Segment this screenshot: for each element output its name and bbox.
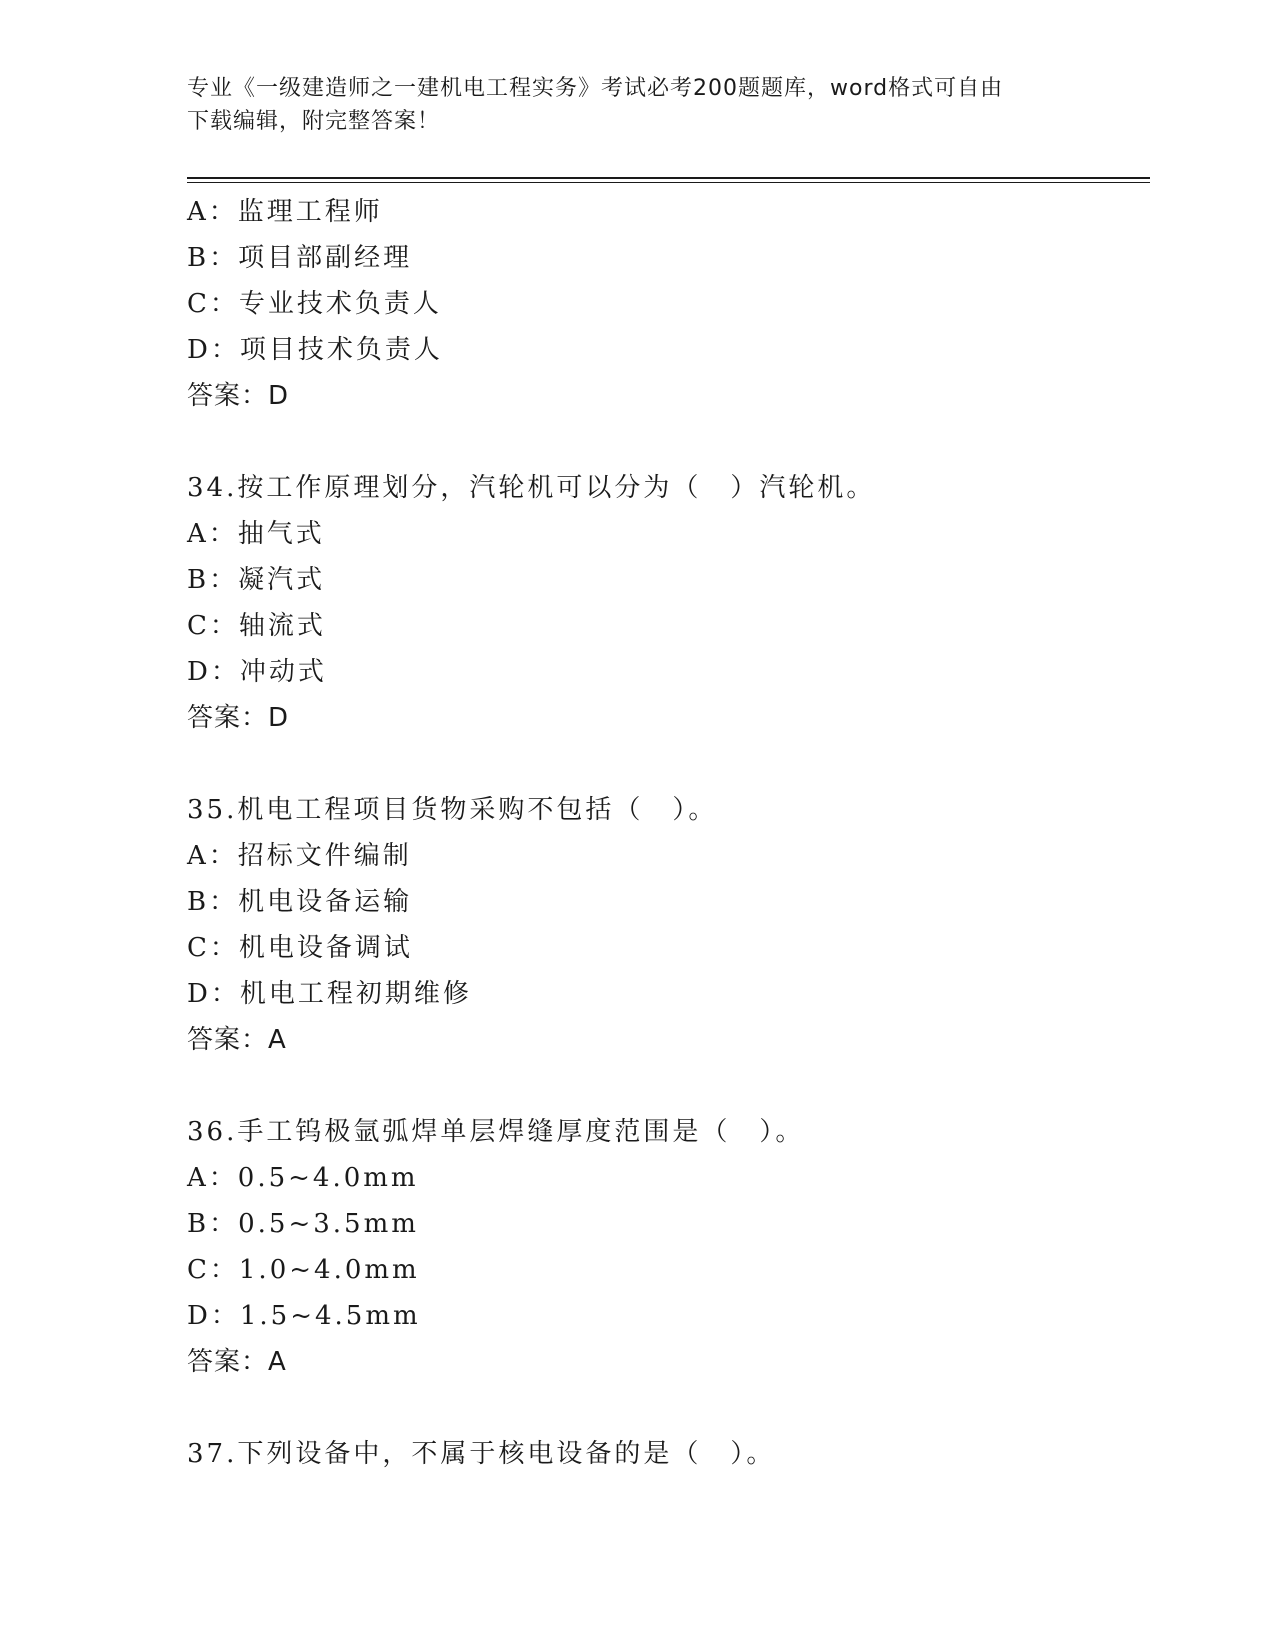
- header-rule-thick: [187, 177, 1150, 179]
- option-d: D：机电工程初期维修: [187, 979, 472, 1009]
- option-c: C：1.0~4.0mm: [187, 1255, 420, 1285]
- answer-line: 答案：A: [187, 1347, 287, 1377]
- option-a: A：招标文件编制: [187, 841, 412, 871]
- option-c: C：专业技术负责人: [187, 289, 442, 319]
- option-c: C：机电设备调试: [187, 933, 413, 963]
- option-d: D：项目技术负责人: [187, 335, 443, 365]
- header-line-1: 专业《一级建造师之一建机电工程实务》考试必考200题题库，word格式可自由: [187, 76, 1004, 101]
- option-a: A：0.5~4.0mm: [187, 1163, 419, 1193]
- answer-line: 答案：D: [187, 703, 290, 733]
- option-b: B：凝汽式: [187, 565, 326, 595]
- answer-line: 答案：A: [187, 1025, 287, 1055]
- header-rule-thin: [187, 182, 1150, 183]
- option-c: C：轴流式: [187, 611, 326, 641]
- document-header: [187, 72, 1087, 138]
- question-title: 34.按工作原理划分，汽轮机可以分为（ ）汽轮机。: [187, 473, 876, 503]
- question-block-34: [187, 465, 1137, 741]
- option-a: A：监理工程师: [187, 197, 383, 227]
- option-d: D：1.5~4.5mm: [187, 1301, 421, 1331]
- question-block-36: [187, 1109, 1137, 1385]
- option-b: B：机电设备运输: [187, 887, 413, 917]
- option-b: B：0.5~3.5mm: [187, 1209, 419, 1239]
- question-title: 37.下列设备中，不属于核电设备的是（ ）。: [187, 1439, 776, 1469]
- question-title: 35.机电工程项目货物采购不包括（ ）。: [187, 795, 718, 825]
- option-d: D：冲动式: [187, 657, 327, 687]
- question-block-35: [187, 787, 1137, 1063]
- question-block-37: [187, 1431, 1137, 1477]
- option-b: B：项目部副经理: [187, 243, 413, 273]
- option-a: A：抽气式: [187, 519, 325, 549]
- question-title: 36.手工钨极氩弧焊单层焊缝厚度范围是（ ）。: [187, 1117, 805, 1147]
- question-list: [187, 189, 1137, 1477]
- question-block-33: [187, 189, 1137, 419]
- answer-line: 答案：D: [187, 381, 290, 411]
- header-line-2: 下载编辑，附完整答案！: [187, 109, 441, 134]
